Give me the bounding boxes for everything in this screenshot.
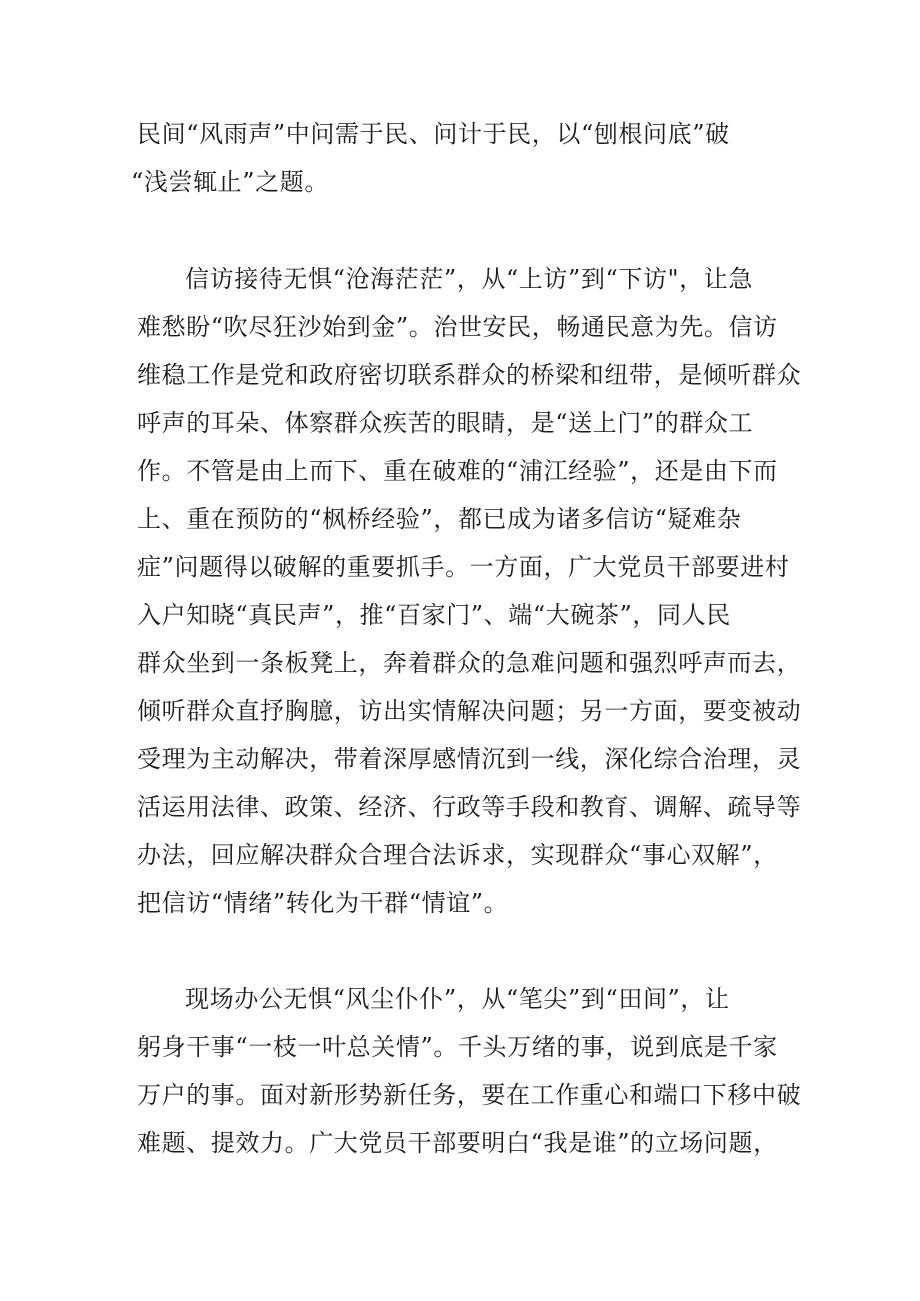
text-line: 症”问题得以破解的重要抓手。一方面，广大党员干部要进村 <box>137 553 790 581</box>
text-line: 难愁盼“吹尽狂沙始到金”。治世安民，畅通民意为先。信访 <box>137 313 778 341</box>
text-line: 群众坐到一条板凳上，奔着群众的急难问题和强烈呼声而去， <box>137 649 802 677</box>
text-line: 上、重在预防的“枫桥经验”，都已成为诸多信访“疑难杂 <box>137 505 742 533</box>
text-line: 呼声的耳朵、体察群众疾苦的眼睛，是“送上门”的群众工 <box>137 409 754 437</box>
text-line: 活运用法律、政策、经济、行政等手段和教育、调解、疏导等 <box>137 793 802 821</box>
text-line: 民间“风雨声”中问需于民、问计于民，以“刨根问底”破 <box>137 120 730 148</box>
text-line: 现场办公无惧“风尘仆仆”，从“笔尖”到“田间”，让 <box>185 985 730 1013</box>
text-line: 办法，回应解决群众合理合法诉求，实现群众“事心双解”， <box>137 841 778 869</box>
text-line: 受理为主动解决，带着深厚感情沉到一线，深化综合治理，灵 <box>137 745 802 773</box>
text-line: 倾听群众直抒胸臆，访出实情解决问题；另一方面，要变被动 <box>137 697 802 725</box>
text-line: 维稳工作是党和政府密切联系群众的桥梁和纽带，是倾听群众 <box>137 361 802 389</box>
text-line: 信访接待无惧“沧海茫茫”，从“上访”到“下访"，让急 <box>185 265 753 293</box>
text-line: 把信访“情绪”转化为干群“情谊”。 <box>137 889 509 917</box>
text-line: 躬身干事“一枝一叶总关情”。千头万绪的事，说到底是千家 <box>137 1033 778 1061</box>
text-line: “浅尝辄止”之题。 <box>131 168 329 196</box>
text-line: 万户的事。面对新形势新任务，要在工作重心和端口下移中破 <box>137 1081 802 1109</box>
text-line: 入户知晓“真民声”，推“百家门”、端“大碗茶”，同人民 <box>137 601 731 629</box>
text-line: 作。不管是由上而下、重在破难的“浦江经验”，还是由下而 <box>137 457 778 485</box>
text-line: 难题、提效力。广大党员干部要明白“我是谁”的立场问题， <box>137 1129 778 1157</box>
